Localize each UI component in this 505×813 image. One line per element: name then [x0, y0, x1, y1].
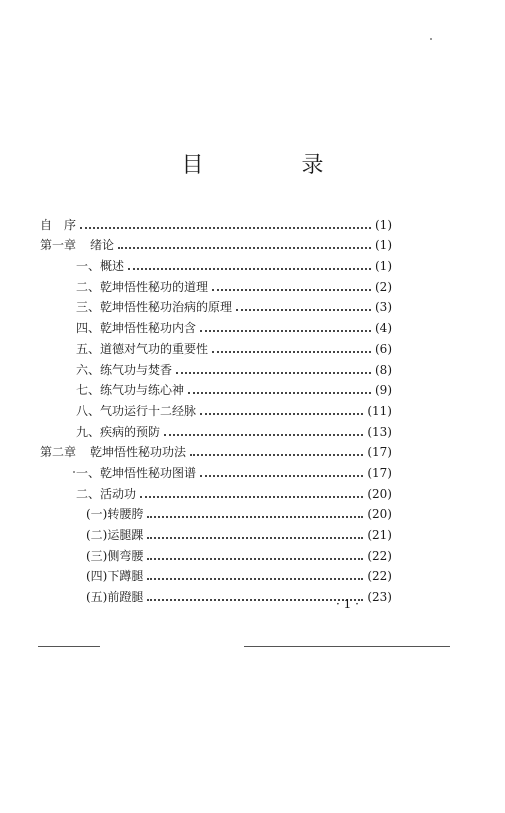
dot-leader	[118, 247, 371, 249]
toc-chapter-title: 乾坤悟性秘功功法	[90, 445, 187, 460]
toc-entry-label: 三、乾坤悟性秘功治病的原理	[76, 300, 233, 315]
toc-subentry	[40, 542, 392, 563]
toc-page-number: (1)	[375, 259, 392, 274]
toc-page-number: (1)	[375, 217, 392, 232]
toc-page-number: (20)	[367, 507, 392, 522]
dot-leader	[128, 268, 371, 270]
toc-entry	[40, 335, 392, 356]
toc-page-number: (13)	[367, 424, 392, 439]
toc-page-number: (17)	[367, 465, 392, 480]
toc-page-number: (11)	[367, 403, 392, 418]
dot-leader	[190, 454, 363, 456]
table-of-contents	[40, 211, 392, 604]
dot-leader	[164, 434, 363, 436]
toc-entry-label: 八、气功运行十二经脉	[76, 403, 197, 418]
dot-leader	[200, 413, 363, 415]
toc-entry-label: 六、练气功与焚香	[76, 362, 173, 377]
toc-entry-label: 二、活动功	[76, 486, 137, 501]
toc-entry	[40, 252, 392, 273]
dot-leader	[140, 496, 363, 498]
toc-page-number: (3)	[375, 300, 392, 315]
toc-page-number: (22)	[367, 548, 392, 563]
toc-entry-label: 九、疾病的预防	[76, 424, 161, 439]
toc-entry-chapter-2	[40, 439, 392, 460]
dot-leader	[188, 392, 371, 394]
toc-entry	[40, 314, 392, 335]
toc-entry-preface	[40, 211, 392, 232]
dot-leader	[212, 351, 371, 353]
dot-leader	[176, 372, 371, 374]
toc-page-number: (9)	[375, 383, 392, 398]
page-title: 目 录	[181, 153, 362, 178]
toc-entry	[40, 273, 392, 294]
toc-entry-label: 五、道德对气功的重要性	[76, 341, 209, 356]
page-number: · 1 ·	[336, 597, 359, 611]
scan-rule-right	[244, 646, 450, 647]
toc-page-number: (21)	[367, 528, 392, 542]
toc-entry-label: (一)转腰胯	[86, 507, 144, 522]
dot-leader	[147, 537, 363, 539]
scan-speck	[73, 471, 75, 473]
toc-entry-label: (二)运腿踝	[86, 528, 144, 542]
toc-entry-label: 七、练气功与练心神	[76, 383, 185, 398]
scan-speck	[430, 38, 432, 40]
toc-entry-label: (五)前蹬腿	[86, 590, 144, 605]
scan-rule-left	[38, 646, 100, 647]
dot-leader	[147, 516, 363, 518]
toc-page-number: (2)	[375, 279, 392, 294]
toc-entry-label: 一、概述	[76, 259, 125, 274]
dot-leader	[200, 475, 363, 477]
toc-entry	[40, 397, 392, 418]
dot-leader	[236, 309, 371, 311]
toc-page-number: (20)	[367, 486, 392, 501]
toc-entry	[40, 377, 392, 398]
dot-leader	[80, 227, 371, 229]
dot-leader	[147, 558, 363, 560]
dot-leader	[212, 289, 371, 291]
toc-entry	[40, 356, 392, 377]
toc-entry	[40, 418, 392, 439]
dot-leader	[200, 330, 371, 332]
toc-entry-label: 四、乾坤悟性秘功内含	[76, 321, 197, 336]
toc-subentry	[40, 501, 392, 522]
toc-subentry	[40, 563, 392, 584]
toc-chapter-number: 第一章	[40, 238, 77, 253]
toc-entry	[40, 459, 392, 480]
toc-chapter-number: 第二章	[40, 445, 77, 460]
toc-page-number: (17)	[367, 445, 392, 460]
toc-entry-label: (四)下蹲腿	[86, 569, 144, 584]
toc-entry-label: (三)侧弯腰	[86, 548, 144, 563]
dot-leader	[147, 578, 363, 580]
toc-entry-label: 自 序	[40, 217, 77, 232]
toc-page-number: (6)	[375, 341, 392, 356]
toc-chapter-title: 绪论	[90, 238, 115, 253]
toc-entry-label: 二、乾坤悟性秘功的道理	[76, 279, 209, 294]
toc-page-number: (4)	[375, 321, 392, 336]
toc-entry	[40, 294, 392, 315]
toc-page-number: (1)	[375, 238, 392, 253]
dot-leader	[147, 599, 363, 601]
toc-entry-label: 一、乾坤悟性秘功图谱	[76, 465, 197, 480]
toc-entry-chapter-1	[40, 232, 392, 253]
toc-page-number: (22)	[367, 569, 392, 584]
toc-page-number: (23)	[367, 590, 392, 605]
toc-subentry	[40, 521, 392, 542]
toc-entry	[40, 480, 392, 501]
toc-page-number: (8)	[375, 362, 392, 377]
